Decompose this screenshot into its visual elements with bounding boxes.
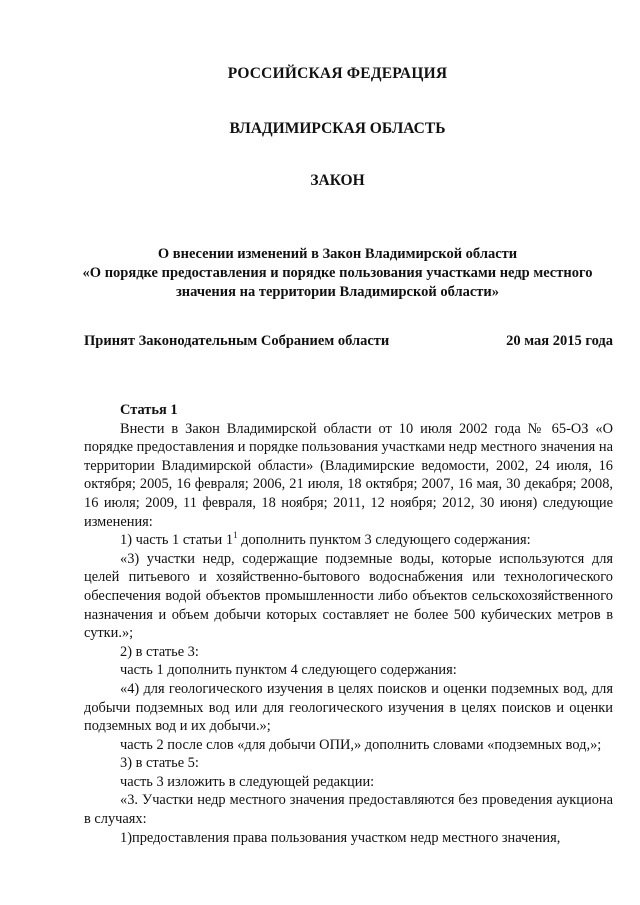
law-title-line-3: значения на территории Владимирской области» bbox=[175, 284, 500, 300]
item-3: 3) в статье 5: bbox=[120, 755, 199, 772]
region-heading: ВЛАДИМИРСКАЯ ОБЛАСТЬ bbox=[229, 120, 446, 137]
law-title bbox=[60, 245, 615, 302]
adoption-line bbox=[84, 333, 613, 350]
adopted-by: Принят Законодательным Собранием области bbox=[84, 333, 390, 349]
item-1-prefix: 1) часть 1 статьи 1 bbox=[120, 532, 234, 549]
item-2-b: часть 2 после слов «для добычи ОПИ,» дополнить словами «подземных вод,»; bbox=[120, 736, 602, 753]
law-title-line-2: «О порядке предоставления и порядке пользования участками недр местного bbox=[82, 265, 593, 281]
item-3-a-1: 1)предоставления права пользования участком недр местного значения, bbox=[120, 829, 561, 846]
item-1-superscript: 1 bbox=[233, 530, 238, 541]
adoption-date: 20 мая 2015 года bbox=[506, 333, 613, 349]
item-1-text: «3) участки недр, содержащие подземные воды, которые используются для целей питьевого и хозяйственно-бытового водоснабжения или технологического обеспечения водой объектов промышленности либо объектов сельскохозяйственного назначения и объем добычи которых составляет не более 500 кубических метров в сутки.»; bbox=[84, 550, 613, 642]
item-2-a: часть 1 дополнить пунктом 4 следующего содержания: bbox=[120, 662, 457, 679]
item-2: 2) в статье 3: bbox=[120, 643, 199, 660]
item-2-a-text: «4) для геологического изучения в целях поисков и оценки подземных вод, для добычи подземных вод или для геологического изучения в целях поисков и оценки подземных вод и их добычи.»; bbox=[84, 680, 613, 735]
law-title-line-1: О внесении изменений в Закон Владимирской области bbox=[157, 246, 518, 262]
article-heading: Статья 1 bbox=[120, 402, 178, 418]
item-3-a-text: «3. Участки недр местного значения предоставляются без проведения аукциона в случаях: bbox=[84, 792, 613, 828]
article-body bbox=[84, 401, 613, 847]
country-heading: РОССИЙСКАЯ ФЕДЕРАЦИЯ bbox=[227, 65, 448, 82]
item-3-a: часть 3 изложить в следующей редакции: bbox=[120, 773, 375, 790]
item-1 bbox=[84, 531, 613, 550]
article-intro: Внести в Закон Владимирской области от 10 июля 2002 года № 65-ОЗ «О порядке предоставления и порядке пользования участками недр местного значения на территории Владимирской области» (Владимирские ведомости, 2002, 24 июля, 16 октября; 2005, 16 февраля; 2006, 21 июля, 18 октября; 2007, 16 мая, 30 декабря; 2008, 16 июля; 2009, 11 февраля, 18 ноября; 2011, 12 ноября; 2012, 30 июня) следующие изменения: bbox=[84, 420, 613, 530]
item-1-suffix: дополнить пунктом 3 следующего содержания: bbox=[237, 532, 531, 549]
doc-type-heading: ЗАКОН bbox=[310, 172, 365, 189]
